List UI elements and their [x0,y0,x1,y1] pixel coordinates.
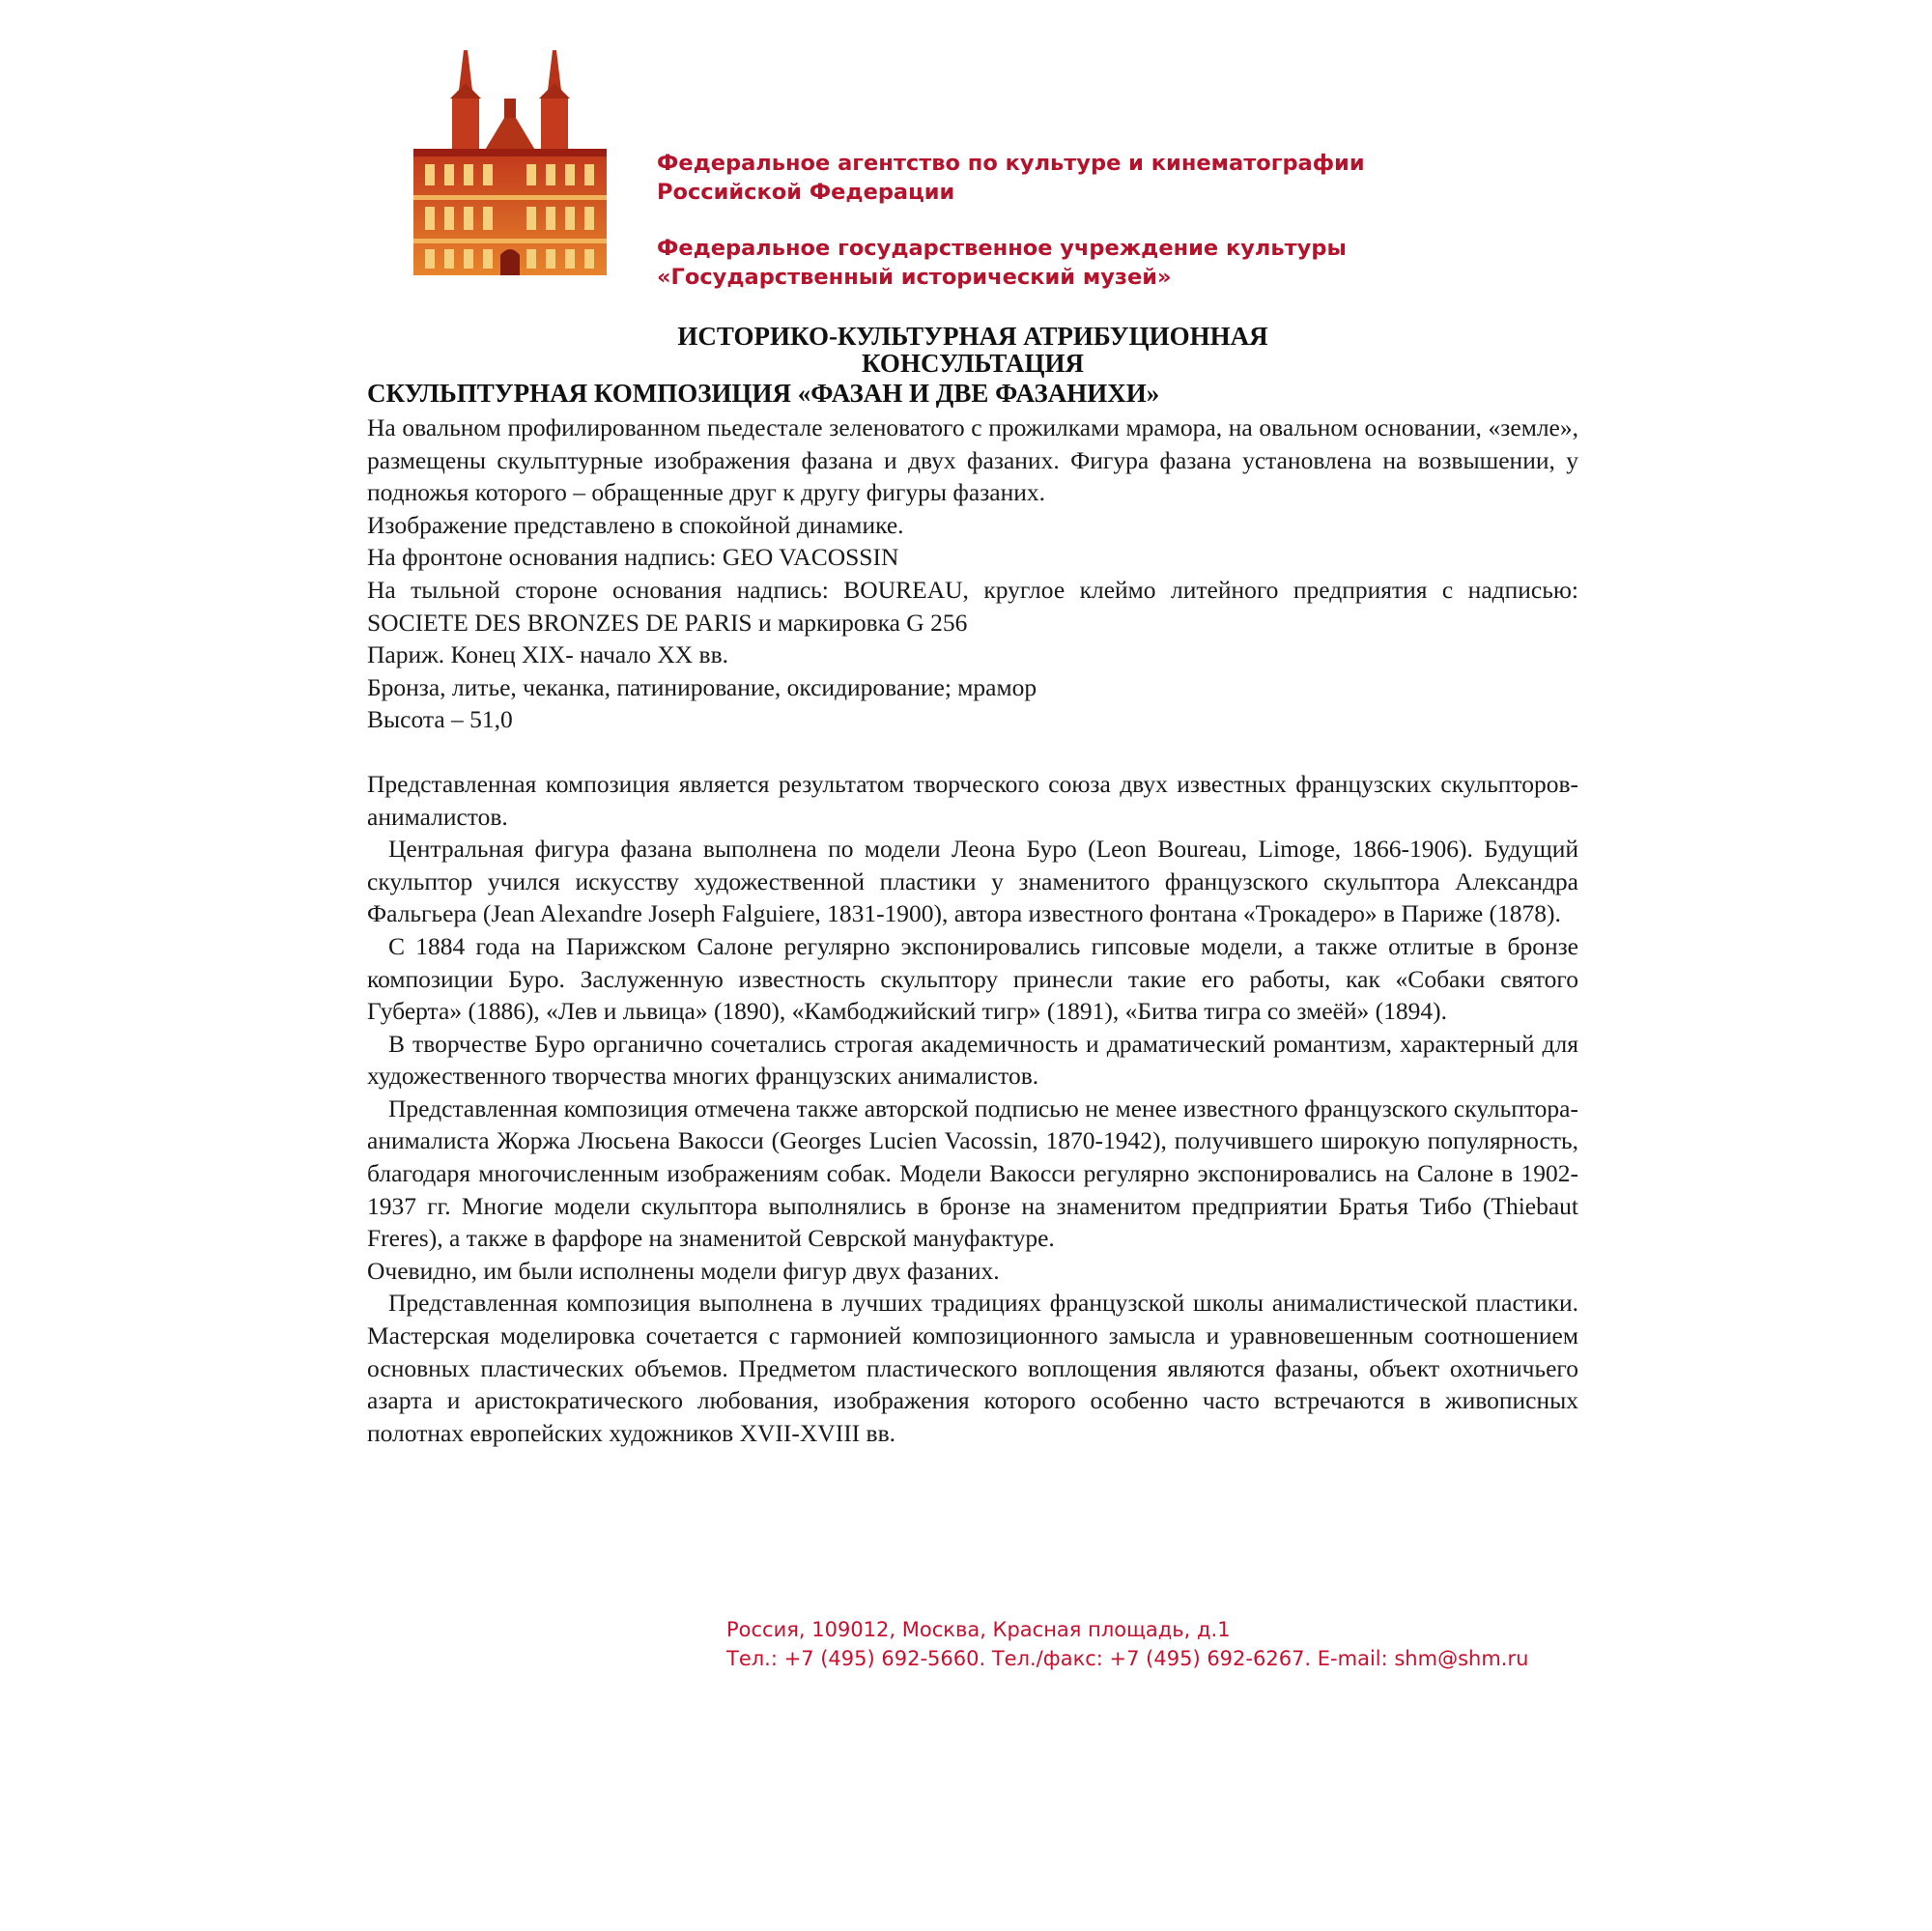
document-title-line1: ИСТОРИКО-КУЛЬТУРНАЯ АТРИБУЦИОННАЯ [677,322,1268,351]
document-body [367,412,1578,1449]
org-name-agency: Федеральное агентство по культуре и кинематографии Российской Федерации [657,151,1365,205]
document-title-line2: КОНСУЛЬТАЦИЯ [862,349,1084,378]
height: Высота – 51,0 [367,705,513,734]
footer-contacts: Тел.: +7 (495) 692-5660. Тел./факс: +7 (495) 692-6267. E-mail: shm@shm.ru [726,1647,1529,1670]
body-paragraph: С 1884 года на Парижском Салоне регулярно экспонировались гипсовые модели, а также отлитые в бронзе композиции Буро. Заслуженную известность скульптору принесли такие его работы, как «Собаки святого Губерта» (1886), «Лев и львица» (1890), «Камбоджийский тигр» (1891), «Битва тигра со змеёй» (1894). [367,931,1578,1026]
inscription-back: На тыльной стороне основания надпись: BOUREAU, круглое клеймо литейного предприятия с надписью: SOCIETE DES BRONZES DE PARIS и маркировка G 256 [367,575,1578,637]
description-paragraph: Изображение представлено в спокойной динамике. [367,510,904,539]
inscription-front: На фронтоне основания надпись: GEO VACOSSIN [367,543,899,572]
description-paragraph: На овальном профилированном пьедестале зеленоватого с прожилками мрамора, на овальном основании, «земле», размещены скульптурные изображения фазана и двух фазаних. Фигура фазана установлена на возвышении, у подножья которого – обращенные друг к другу фигуры фазаних. [367,413,1578,507]
origin-date: Париж. Конец XIX- начало XX вв. [367,640,728,669]
body-paragraph: Очевидно, им были исполнены модели фигур двух фазаних. [367,1256,1000,1285]
body-paragraph: Представленная композиция отмечена также авторской подписью не менее известного французского скульптора-анималиста Жоржа Люсьена Вакосси (Georges Lucien Vacossin, 1870-1942), получившего широкую популярность, благодаря многочисленным изображениям собак. Модели Вакосси регулярно экспонировались на Салоне в 1902-1937 гг. Многие модели скульптора выполнялись в бронзе на знаменитом предприятии Братья Тибо (Thiebaut Freres), а также в фарфоре на знаменитой Севрской мануфактуре. [367,1093,1578,1253]
org-name-museum: Федеральное государственное учреждение культуры «Государственный исторический музей» [657,236,1347,290]
body-paragraph: Представленная композиция выполнена в лучших традициях французской школы анималистической пластики. Мастерская моделировка сочетается с гармонией композиционного замысла и уравновешенным соотношением основных пластических объемов. Предметом пластического воплощения являются фазаны, объект охотничьего азарта и аристократического любования, изображения которого особенно часто встречаются в живописных полотнах европейских художников XVII-XVIII вв. [367,1289,1578,1447]
materials: Бронза, литье, чеканка, патинирование, оксидирование; мрамор [367,672,1037,701]
footer-address: Россия, 109012, Москва, Красная площадь, д.1 [726,1618,1231,1641]
museum-logo-icon [406,41,613,277]
body-paragraph: Представленная композиция является результатом творческого союза двух известных французских скульпторов-анималистов. [367,769,1578,831]
body-paragraph: Центральная фигура фазана выполнена по модели Леона Буро (Leon Boureau, Limoge, 1866-1906). Будущий скульптор учился искусству художественной пластики у знаменитого французского скульптора Александра Фальгьера (Jean Alexandre Joseph Falguiere, 1831-1900), автора известного фонтана «Трокадеро» в Париже (1878). [367,835,1578,928]
artwork-title: СКУЛЬПТУРНАЯ КОМПОЗИЦИЯ «ФАЗАН И ДВЕ ФАЗАНИХИ» [367,379,1160,408]
body-paragraph: В творчестве Буро органично сочетались строгая академичность и драматический романтизм, характерный для художественного творчества многих французских анималистов. [367,1029,1578,1091]
